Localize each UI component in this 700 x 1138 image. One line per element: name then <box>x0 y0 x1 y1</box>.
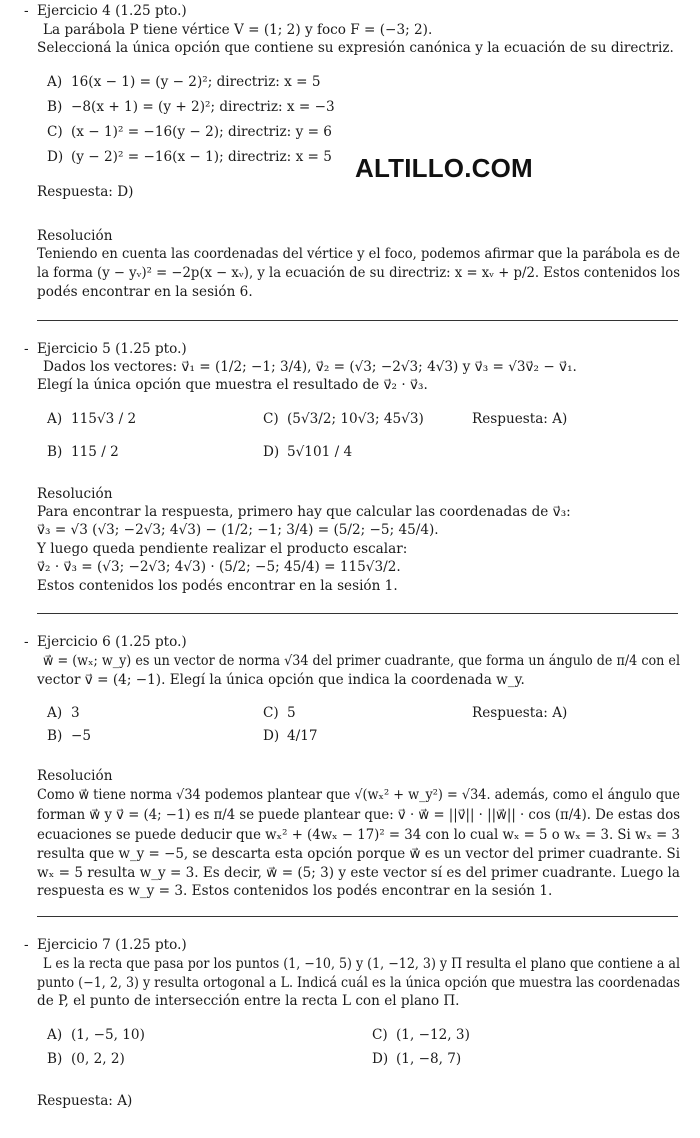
bullet-dash: - <box>24 937 29 953</box>
option-letter: D) <box>263 444 280 460</box>
option-text: 5√101 / 4 <box>287 444 353 460</box>
option-letter: B) <box>47 728 63 744</box>
option-letter: D) <box>372 1051 389 1067</box>
resolution-line: podés encontrar en la sesión 6. <box>37 284 253 300</box>
resolution-line: ecuaciones se puede deducir que wₓ² + (4wₓ − 17)² = 34 con lo cual wₓ = 5 o wₓ = 3. Si wₓ = 3 <box>37 827 680 843</box>
resolution-line: wₓ = 5 resulta w_y = 3. Es decir, w⃗ = (5; 3) y este vector sí es del primer cuadrante. Luego la <box>37 865 680 881</box>
option-text: (5√3/2; 10√3; 45√3) <box>287 411 424 427</box>
option-text: (0, 2, 2) <box>71 1051 125 1067</box>
option-letter: A) <box>47 705 63 721</box>
bullet-dash: - <box>24 341 29 357</box>
option-letter: D) <box>47 149 64 165</box>
option-text: 4/17 <box>287 728 318 744</box>
option-letter: C) <box>263 705 279 721</box>
option-text: 115√3 / 2 <box>71 411 137 427</box>
option-letter: D) <box>263 728 280 744</box>
bullet-dash: - <box>24 634 29 650</box>
resolution-line: Estos contenidos los podés encontrar en la sesión 1. <box>37 578 398 594</box>
option-text: −5 <box>71 728 92 744</box>
resolution-line: Y luego queda pendiente realizar el producto escalar: <box>37 541 408 557</box>
altillo-watermark: ALTILLO.COM <box>355 153 533 183</box>
resolution-title: Resolución <box>37 486 113 502</box>
option-letter: A) <box>47 1027 63 1043</box>
option-letter: A) <box>47 411 63 427</box>
option-letter: B) <box>47 1051 63 1067</box>
option-text: (1, −8, 7) <box>396 1051 462 1067</box>
answer: Respuesta: A) <box>37 1093 133 1109</box>
exercise-instruction: Seleccioná la única opción que contiene su expresión canónica y la ecuación de su directriz. <box>37 40 674 56</box>
exercise-intro-line: L es la recta que pasa por los puntos (1, −10, 5) y (1, −12, 3) y Π resulta el plano que contiene a al <box>43 956 681 972</box>
option-text: 115 / 2 <box>71 444 119 460</box>
exercise-intro: Dados los vectores: v⃗₁ = (1/2; −1; 3/4), v⃗₂ = (√3; −2√3; 4√3) y v⃗₃ = √3v⃗₂ − v⃗₁. <box>43 359 577 375</box>
option-text: (x − 1)² = −16(y − 2); directriz: y = 6 <box>71 124 332 140</box>
section-divider <box>37 916 678 917</box>
option-text: (1, −5, 10) <box>71 1027 145 1043</box>
section-divider <box>37 320 678 321</box>
resolution-line: Teniendo en cuenta las coordenadas del vértice y el foco, podemos afirmar que la parábola es de <box>37 246 680 262</box>
exercise-intro: La parábola P tiene vértice V = (1; 2) y foco F = (−3; 2). <box>43 22 433 38</box>
resolution-line: respuesta es w_y = 3. Estos contenidos los podés encontrar en la sesión 1. <box>37 883 553 899</box>
option-letter: B) <box>47 444 63 460</box>
resolution-title: Resolución <box>37 228 113 244</box>
exercise-header: Ejercicio 5 (1.25 pto.) <box>37 341 187 357</box>
exercise-instruction: Elegí la única opción que muestra el resultado de v⃗₂ · v⃗₃. <box>37 377 428 393</box>
answer: Respuesta: D) <box>37 184 134 200</box>
answer: Respuesta: A) <box>472 705 568 721</box>
resolution-line: v⃗₃ = √3 (√3; −2√3; 4√3) − (1/2; −1; 3/4) = (5/2; −5; 45/4). <box>37 522 439 538</box>
exercise-header: Ejercicio 7 (1.25 pto.) <box>37 937 187 953</box>
exercise-intro-line: w⃗ = (wₓ; w_y) es un vector de norma √34 del primer cuadrante, que forma un ángulo de π/4 con el <box>43 653 681 669</box>
resolution-line: forman w⃗ y v⃗ = (4; −1) es π/4 se puede plantear que: v⃗ · w⃗ = ||v⃗|| · ||w⃗|| · cos (π/4). De estas dos <box>37 807 681 823</box>
exercise-header: Ejercicio 6 (1.25 pto.) <box>37 634 187 650</box>
bullet-dash: - <box>24 3 29 19</box>
section-divider <box>37 613 678 614</box>
option-letter: C) <box>372 1027 388 1043</box>
exercise-header: Ejercicio 4 (1.25 pto.) <box>37 3 187 19</box>
option-text: (y − 2)² = −16(x − 1); directriz: x = 5 <box>71 149 332 165</box>
exercise-intro-line: de P, el punto de intersección entre la recta L con el plano Π. <box>37 993 460 1009</box>
option-text: 5 <box>287 705 296 721</box>
answer: Respuesta: A) <box>472 411 568 427</box>
option-text: −8(x + 1) = (y + 2)²; directriz: x = −3 <box>71 99 335 115</box>
option-text: 3 <box>71 705 80 721</box>
option-letter: C) <box>47 124 63 140</box>
resolution-line: resulta que w_y = −5, se descarta esta opción porque w⃗ es un vector del primer cuadrante. Si <box>37 846 681 862</box>
option-text: 16(x − 1) = (y − 2)²; directriz: x = 5 <box>71 74 321 90</box>
exercise-intro-line: vector v⃗ = (4; −1). Elegí la única opción que indica la coordenada w_y. <box>37 672 525 688</box>
resolution-line: v⃗₂ · v⃗₃ = (√3; −2√3; 4√3) · (5/2; −5; 45/4) = 115√3/2. <box>37 559 401 575</box>
resolution-title: Resolución <box>37 768 113 784</box>
resolution-line: Para encontrar la respuesta, primero hay que calcular las coordenadas de v⃗₃: <box>37 504 571 520</box>
option-letter: B) <box>47 99 63 115</box>
option-text: (1, −12, 3) <box>396 1027 470 1043</box>
exercise-intro-line: punto (−1, 2, 3) y resulta ortogonal a L. Indicá cuál es la única opción que muestra las coordenadas <box>37 975 680 991</box>
option-letter: A) <box>47 74 63 90</box>
option-letter: C) <box>263 411 279 427</box>
resolution-line: la forma (y − yᵥ)² = −2p(x − xᵥ), y la ecuación de su directriz: x = xᵥ + p/2. Estos contenidos los <box>37 265 680 281</box>
resolution-line: Como w⃗ tiene norma √34 podemos plantear que √(wₓ² + w_y²) = √34. además, como el ángulo que <box>37 787 680 803</box>
